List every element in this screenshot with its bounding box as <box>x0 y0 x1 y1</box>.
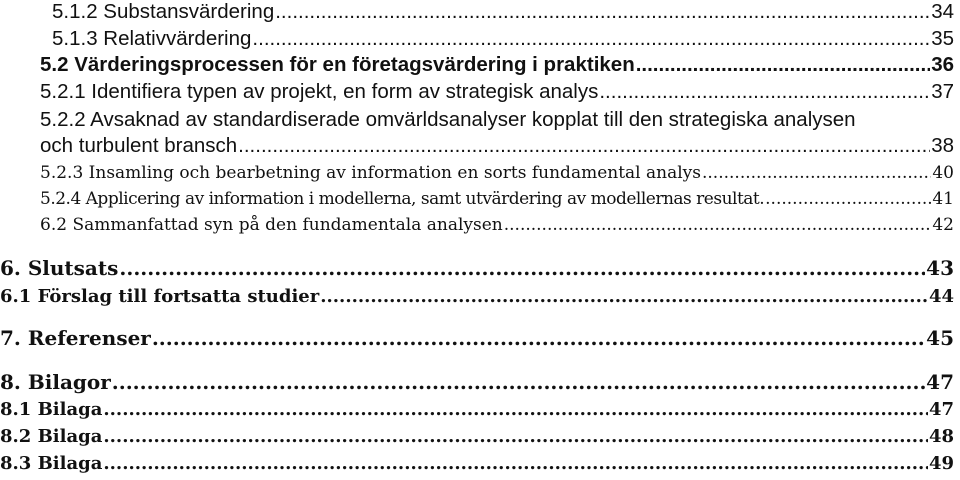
toc-entry-title: 5.2.3 Insamling och bearbetning av information en sorts fundamental analys <box>40 163 701 183</box>
toc-entry-title: 6.1 Förslag till fortsatta studier <box>0 286 320 307</box>
toc-entry-page: 45 <box>926 326 954 350</box>
toc-entry-page: 34 <box>931 0 954 23</box>
toc-entry-title: 5.2.2 Avsaknad av standardiserade omvärldsanalyser kopplat till den strategiska analysen <box>40 108 856 131</box>
toc-entry-page: 43 <box>926 256 954 280</box>
toc-entry-title: 6.2 Sammanfattad syn på den fundamentala analysen <box>40 215 503 235</box>
toc-entry-5-2-4[interactable] <box>40 189 954 209</box>
toc-entry-6[interactable] <box>0 256 954 280</box>
toc-entry-title: 5.1.3 Relativvärdering <box>52 27 252 50</box>
toc-entry-page: 41 <box>932 189 954 209</box>
toc-entry-page: 49 <box>928 453 954 474</box>
toc-entry-5-2-2-line2[interactable] <box>40 134 954 158</box>
toc-leader-dots <box>599 80 930 104</box>
toc-entry-8[interactable] <box>0 370 954 394</box>
toc-entry-page: 48 <box>928 426 954 447</box>
toc-entry-8-2[interactable] <box>0 426 954 447</box>
toc-entry-5-2[interactable] <box>40 53 954 77</box>
toc-entry-title: 5.1.2 Substansvärdering <box>52 0 275 23</box>
toc-entry-page: 44 <box>928 286 954 307</box>
toc-leader-dots <box>636 53 930 77</box>
toc-entry-page: 47 <box>928 399 954 420</box>
toc-entry-title-continued: och turbulent bransch <box>40 134 238 157</box>
toc-entry-title: 5.2.4 Applicering av information i modellerna, samt utvärdering av modellernas resultat. <box>40 189 765 209</box>
toc-entry-page: 47 <box>926 370 954 394</box>
toc-entry-title: 8. Bilagor <box>0 370 111 394</box>
toc-entry-page: 36 <box>931 53 954 76</box>
toc-entry-page: 38 <box>931 134 954 157</box>
toc-entry-8-3[interactable] <box>0 453 954 474</box>
toc-entry-title: 8.2 Bilaga <box>0 426 103 447</box>
toc-entry-title: 5.2.1 Identifiera typen av projekt, en form av strategisk analys <box>40 80 599 103</box>
toc-leader-dots <box>252 27 930 51</box>
toc-leader-dots <box>275 0 930 24</box>
toc-leader-dots <box>103 399 928 420</box>
toc-entry-5-2-1[interactable] <box>40 80 954 104</box>
toc-entry-6-2[interactable] <box>40 215 954 235</box>
toc-entry-title: 7. Referenser <box>0 326 151 350</box>
toc-entry-title: 6. Slutsats <box>0 256 119 280</box>
toc-entry-6-1[interactable] <box>0 286 954 307</box>
toc-leader-dots <box>320 286 928 307</box>
toc-entry-title: 8.1 Bilaga <box>0 399 103 420</box>
toc-entry-8-1[interactable] <box>0 399 954 420</box>
toc-entry-page: 42 <box>932 215 954 235</box>
toc-leader-dots <box>702 163 931 183</box>
toc-leader-dots <box>119 256 925 280</box>
toc-leader-dots <box>765 189 931 209</box>
toc-entry-title: 8.3 Bilaga <box>0 453 103 474</box>
toc-entry-page: 35 <box>931 27 954 50</box>
toc-entry-page: 40 <box>932 163 954 183</box>
toc-leader-dots <box>504 215 932 235</box>
toc-leader-dots <box>238 134 930 158</box>
toc-leader-dots <box>103 453 928 474</box>
toc-entry-title: 5.2 Värderingsprocessen för en företagsvärdering i praktiken <box>40 53 635 76</box>
toc-entry-5-2-2-line1[interactable] <box>40 108 856 132</box>
toc-leader-dots <box>103 426 928 447</box>
toc-leader-dots <box>152 326 925 350</box>
toc-leader-dots <box>112 370 925 394</box>
toc-entry-5-1-2[interactable] <box>52 0 954 24</box>
toc-entry-5-2-3[interactable] <box>40 163 954 183</box>
toc-entry-page: 37 <box>931 80 954 103</box>
toc-entry-5-1-3[interactable] <box>52 27 954 51</box>
toc-entry-7[interactable] <box>0 326 954 350</box>
